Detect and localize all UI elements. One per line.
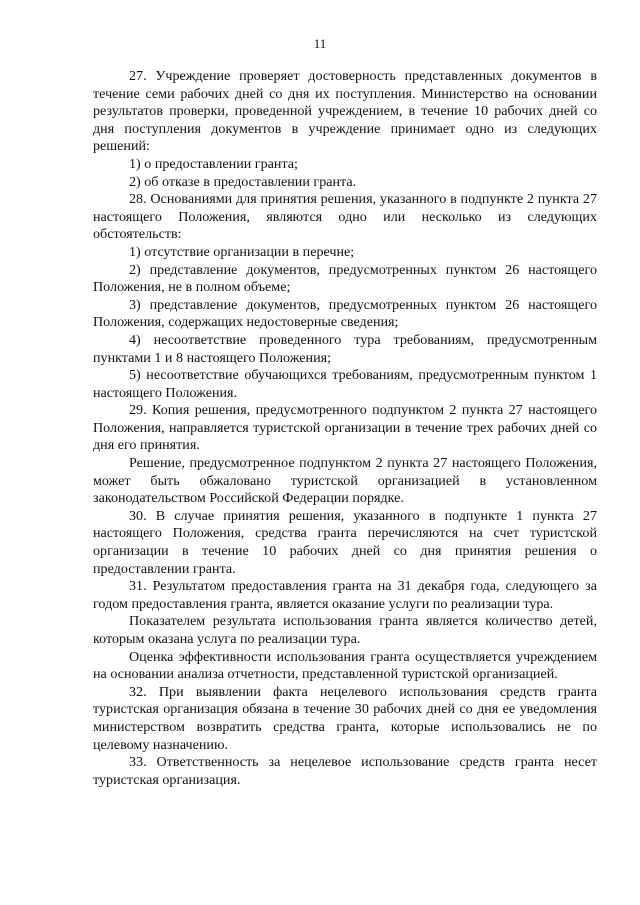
document-body bbox=[93, 68, 597, 789]
paragraph-29: 29. Копия решения, предусмотренного подпунктом 2 пункта 27 настоящего Положения, направляется туристской организации в течение трех рабочих дней со дня его принятия. bbox=[93, 402, 597, 454]
list-item-28-1: 1) отсутствие организации в перечне; bbox=[129, 243, 355, 260]
paragraph-28: 28. Основаниями для принятия решения, указанного в подпункте 2 пункта 27 настоящего Положения, являются одно или несколько из следующих обстоятельств: bbox=[93, 191, 597, 243]
list-item-28-2: 2) представление документов, предусмотренных пунктом 26 настоящего Положения, не в полном объеме; bbox=[93, 261, 597, 296]
paragraph-31-indicator: Показателем результата использования гранта является количество детей, которым оказана услуга по реализации тура. bbox=[93, 613, 597, 647]
list-item-28-4: 4) несоответствие проведенного тура требованиям, предусмотренным пунктами 1 и 8 настоящего Положения; bbox=[93, 331, 597, 366]
list-item-28-5: 5) несоответствие обучающихся требованиям, предусмотренным пунктом 1 настоящего Положения. bbox=[93, 367, 597, 401]
paragraph-27: 27. Учреждение проверяет достоверность представленных документов в течение семи рабочих дней со дня их поступления. Министерство на основании результатов проверки, проведенной учреждением, в течение 10 рабочих дней со дня поступления документов в учреждение принимает одно из следующих решений: bbox=[93, 68, 597, 155]
list-item-27-2: 2) об отказе в предоставлении гранта. bbox=[129, 173, 357, 190]
paragraph-29-appeal: Решение, предусмотренное подпунктом 2 пункта 27 настоящего Положения, может быть обжаловано туристской организацией в установленном законодательством Российской Федерации порядке. bbox=[93, 455, 597, 507]
paragraph-30: 30. В случае принятия решения, указанного в подпункте 1 пункта 27 настоящего Положения, средства гранта перечисляются на счет туристской организации в течение 10 рабочих дней со дня принятия решения о предоставлении гранта. bbox=[93, 507, 597, 577]
list-item-28-3: 3) представление документов, предусмотренных пунктом 26 настоящего Положения, содержащих недостоверные сведения; bbox=[93, 296, 597, 331]
page-number: 11 bbox=[313, 36, 327, 51]
paragraph-32: 32. При выявлении факта нецелевого использования средств гранта туристская организация обязана в течение 30 рабочих дней со дня ее уведомления министерством возвратить средства гранта, которые использовались не по целевому назначению. bbox=[93, 683, 597, 753]
paragraph-31: 31. Результатом предоставления гранта на 31 декабря года, следующего за годом предоставления гранта, является оказание услуги по реализации тура. bbox=[93, 578, 597, 612]
paragraph-33: 33. Ответственность за нецелевое использование средств гранта несет туристская организация. bbox=[93, 754, 597, 788]
list-item-27-1: 1) о предоставлении гранта; bbox=[129, 155, 298, 172]
paragraph-31-evaluation: Оценка эффективности использования гранта осуществляется учреждением на основании анализа отчетности, представленной туристской организацией. bbox=[93, 648, 597, 683]
